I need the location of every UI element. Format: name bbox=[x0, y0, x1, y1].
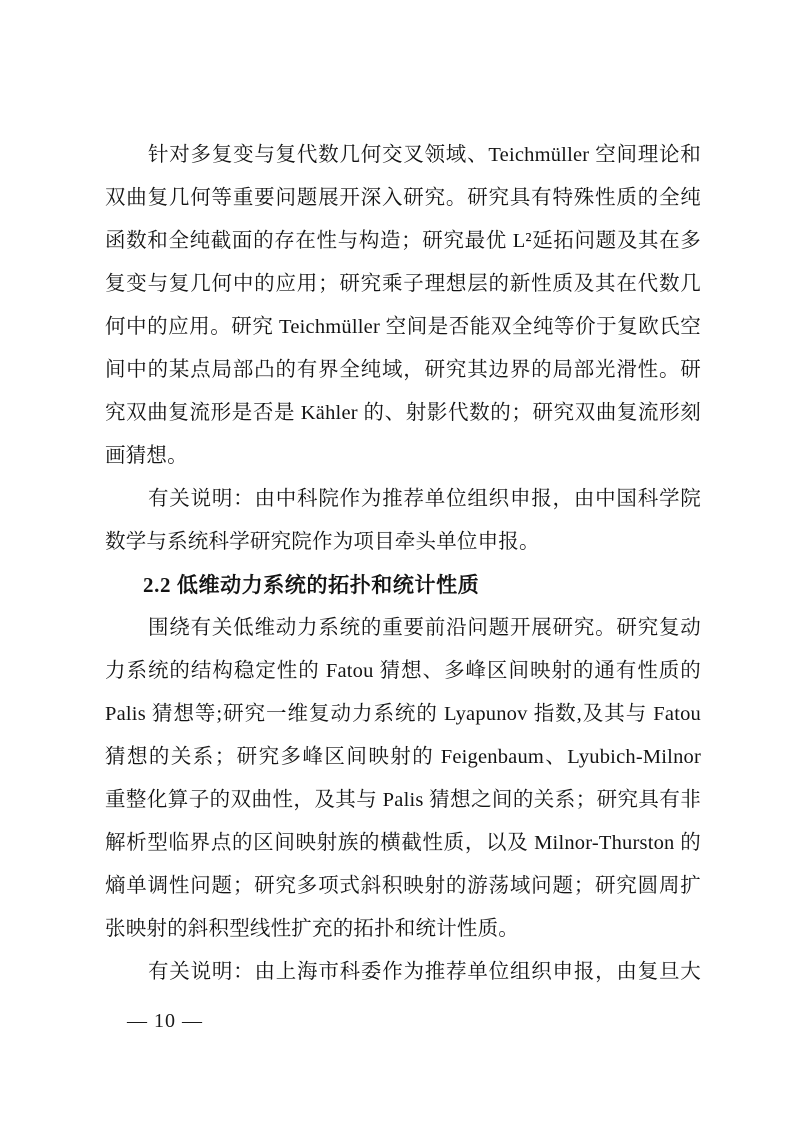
page-footer bbox=[127, 1000, 203, 1043]
text-line: 有关说明：由中科院作为推荐单位组织申报，由中国科学院 bbox=[148, 488, 701, 510]
text-line: 间中的某点局部凸的有界全纯域，研究其边界的局部光滑性。研 bbox=[105, 359, 701, 381]
text-line: 数学与系统科学研究院作为项目牵头单位申报。 bbox=[105, 531, 540, 553]
text-line: 围绕有关低维动力系统的重要前沿问题开展研究。研究复动 bbox=[148, 617, 701, 639]
text-line: 有关说明：由上海市科委作为推荐单位组织申报，由复旦大 bbox=[148, 961, 701, 983]
text-line: 猜想的关系；研究多峰区间映射的 Feigenbaum、Lyubich-Milnor bbox=[105, 746, 701, 768]
text-line: 张映射的斜积型线性扩充的拓扑和统计性质。 bbox=[105, 918, 519, 940]
text-line: 力系统的结构稳定性的 Fatou 猜想、多峰区间映射的通有性质的 bbox=[105, 660, 701, 682]
text-line: 双曲复几何等重要问题展开深入研究。研究具有特殊性质的全纯 bbox=[105, 187, 701, 209]
document-body bbox=[105, 134, 701, 994]
text-line: 针对多复变与复代数几何交叉领域、Teichmüller 空间理论和 bbox=[148, 144, 701, 166]
text-line: 何中的应用。研究 Teichmüller 空间是否能双全纯等价于复欧氏空 bbox=[105, 316, 701, 338]
text-line: Palis 猜想等;研究一维复动力系统的 Lyapunov 指数,及其与 Fatou bbox=[105, 703, 701, 725]
section-heading: 2.2 低维动力系统的拓扑和统计性质 bbox=[143, 573, 480, 597]
page-number: — 10 — bbox=[127, 1010, 203, 1032]
text-line: 解析型临界点的区间映射族的横截性质，以及 Milnor-Thurston 的 bbox=[105, 832, 701, 854]
text-line: 画猜想。 bbox=[105, 445, 188, 467]
text-line: 函数和全纯截面的存在性与构造；研究最优 L²延拓问题及其在多 bbox=[105, 230, 701, 252]
text-line: 究双曲复流形是否是 Kähler 的、射影代数的；研究双曲复流形刻 bbox=[105, 402, 701, 424]
text-line: 熵单调性问题；研究多项式斜积映射的游荡域问题；研究圆周扩 bbox=[105, 875, 701, 897]
text-line: 复变与复几何中的应用；研究乘子理想层的新性质及其在代数几 bbox=[105, 273, 701, 295]
text-line: 重整化算子的双曲性，及其与 Palis 猜想之间的关系；研究具有非 bbox=[105, 789, 701, 811]
